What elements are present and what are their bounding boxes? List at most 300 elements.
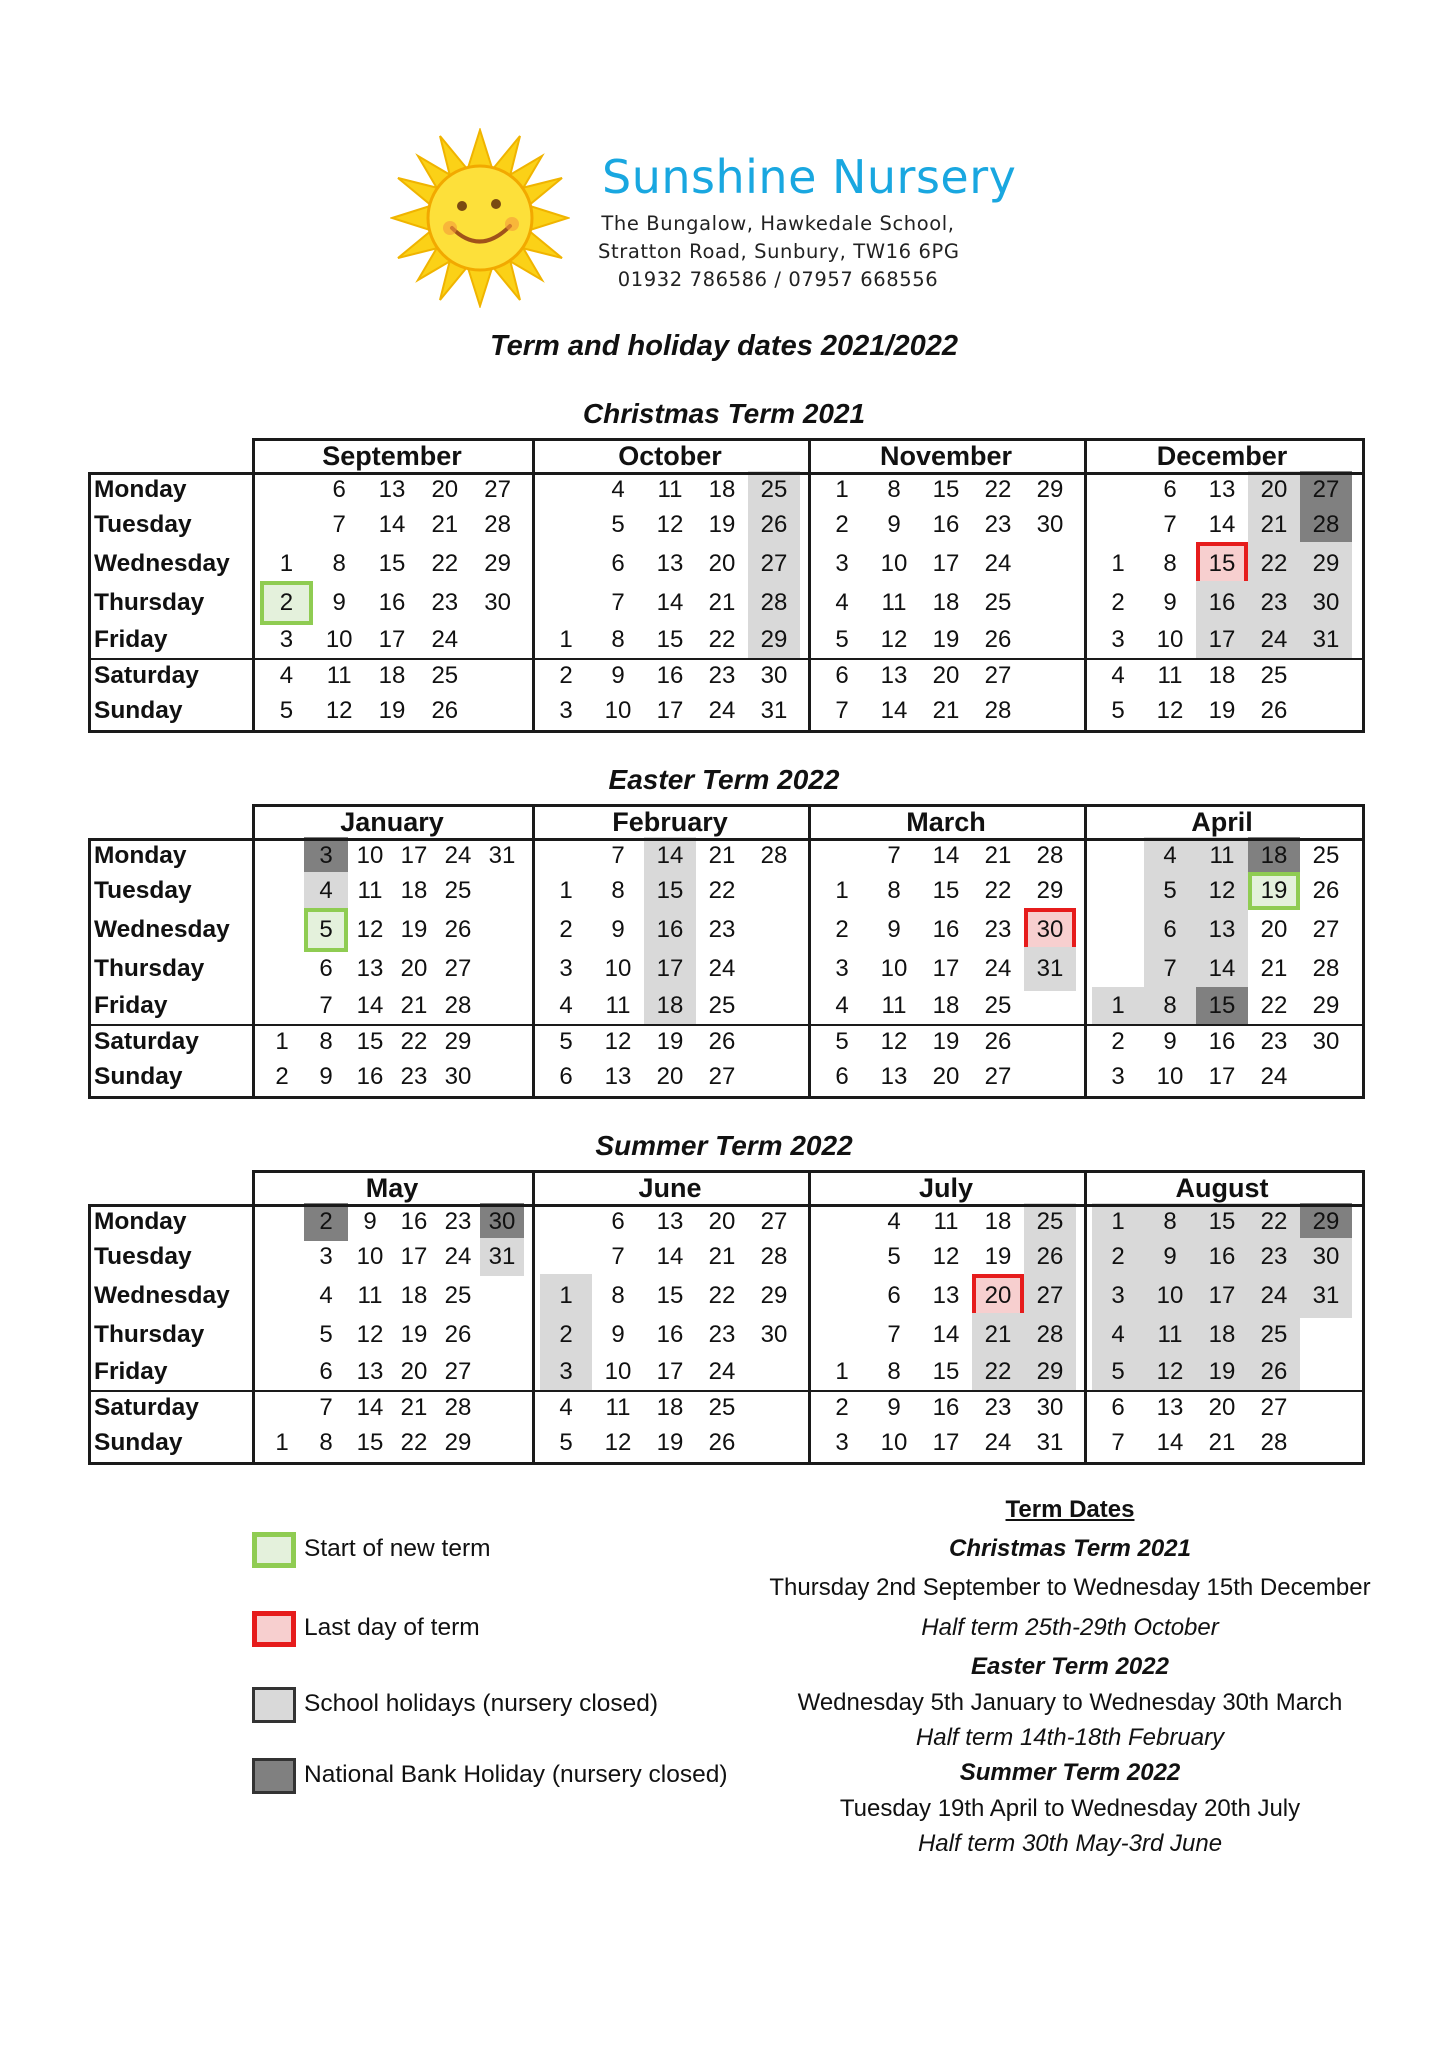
day-number: 30 bbox=[484, 589, 511, 616]
day-number: 24 bbox=[1260, 1063, 1288, 1090]
day-number: 27 bbox=[760, 550, 788, 577]
day-number: 3 bbox=[1111, 1282, 1125, 1309]
day-number: 13 bbox=[656, 550, 684, 577]
day-number: 3 bbox=[559, 1358, 573, 1385]
day-number: 11 bbox=[605, 992, 631, 1019]
weekday-label: Tuesday bbox=[94, 877, 192, 904]
day-number: 9 bbox=[1163, 589, 1177, 616]
day-number: 7 bbox=[319, 992, 333, 1019]
phone-numbers: 01932 786586 / 07957 668556 bbox=[617, 268, 939, 291]
day-number: 17 bbox=[656, 1358, 684, 1385]
day-number: 11 bbox=[326, 662, 352, 689]
day-number: 8 bbox=[611, 626, 625, 653]
day-number: 7 bbox=[332, 511, 346, 538]
day-number: 13 bbox=[880, 662, 908, 689]
day-number: 24 bbox=[431, 626, 459, 653]
day-number: 5 bbox=[611, 511, 625, 538]
day-number: 18 bbox=[656, 992, 684, 1019]
table-right-border bbox=[1362, 1170, 1365, 1465]
table-bottom-border bbox=[88, 1462, 1362, 1465]
day-number: 22 bbox=[400, 1028, 428, 1055]
day-number: 20 bbox=[932, 1063, 960, 1090]
day-number: 16 bbox=[356, 1063, 384, 1090]
day-number: 29 bbox=[1036, 877, 1064, 904]
day-number: 25 bbox=[708, 992, 736, 1019]
day-number: 10 bbox=[880, 550, 908, 577]
legend-label-start: Start of new term bbox=[304, 1535, 491, 1562]
day-number: 7 bbox=[611, 589, 625, 616]
day-number: 5 bbox=[887, 1243, 901, 1270]
day-number: 2 bbox=[559, 662, 573, 689]
day-number: 20 bbox=[400, 1358, 428, 1385]
day-number: 1 bbox=[835, 476, 849, 503]
weekday-label: Friday bbox=[94, 626, 168, 653]
weekday-label: Sunday bbox=[94, 1063, 183, 1090]
day-number: 16 bbox=[932, 916, 960, 943]
day-number: 3 bbox=[279, 626, 294, 653]
day-number: 10 bbox=[604, 955, 632, 982]
day-number: 22 bbox=[431, 550, 459, 577]
day-number: 7 bbox=[887, 842, 901, 869]
day-number: 9 bbox=[1163, 1243, 1177, 1270]
day-number: 26 bbox=[1312, 877, 1340, 904]
day-number: 3 bbox=[319, 842, 333, 869]
day-number: 24 bbox=[708, 955, 736, 982]
day-number: 18 bbox=[378, 662, 406, 689]
day-number: 1 bbox=[835, 1358, 849, 1385]
day-number: 17 bbox=[932, 955, 960, 982]
day-number: 17 bbox=[932, 1429, 960, 1456]
day-number: 21 bbox=[984, 1321, 1012, 1348]
weekday-label: Saturday bbox=[94, 1394, 199, 1421]
day-number: 16 bbox=[400, 1208, 428, 1235]
day-number: 27 bbox=[984, 1063, 1012, 1090]
day-number: 31 bbox=[488, 842, 516, 869]
day-number: 1 bbox=[1111, 550, 1125, 577]
day-number: 15 bbox=[378, 550, 406, 577]
month-divider bbox=[1084, 1170, 1087, 1465]
day-number: 25 bbox=[760, 476, 788, 503]
christmas-half-term: Half term 25th-29th October bbox=[921, 1614, 1219, 1641]
day-number: 23 bbox=[1260, 589, 1288, 616]
day-number: 20 bbox=[1260, 916, 1288, 943]
summer-term-title: Summer Term 2022 bbox=[959, 1759, 1181, 1786]
month-header: July bbox=[918, 1173, 974, 1203]
day-number: 28 bbox=[1036, 842, 1064, 869]
day-number: 4 bbox=[611, 476, 625, 503]
day-number: 24 bbox=[444, 842, 472, 869]
day-number: 19 bbox=[1260, 877, 1288, 904]
weekday-label: Thursday bbox=[94, 955, 205, 982]
day-number: 4 bbox=[319, 1282, 333, 1309]
day-number: 30 bbox=[1312, 1243, 1340, 1270]
day-number: 26 bbox=[1260, 697, 1288, 724]
day-number: 26 bbox=[444, 916, 472, 943]
day-number: 26 bbox=[984, 1028, 1012, 1055]
day-number: 10 bbox=[604, 1358, 632, 1385]
day-number: 8 bbox=[1163, 992, 1177, 1019]
summer-term-range: Tuesday 19th April to Wednesday 20th July bbox=[839, 1795, 1301, 1822]
table-left-border bbox=[88, 1204, 91, 1465]
weekday-label: Friday bbox=[94, 1358, 168, 1385]
day-number: 4 bbox=[1111, 1321, 1125, 1348]
legend-swatch-bank bbox=[252, 1758, 296, 1794]
day-number: 26 bbox=[444, 1321, 472, 1348]
day-number: 22 bbox=[1260, 992, 1288, 1019]
day-number: 10 bbox=[356, 1243, 384, 1270]
day-number: 18 bbox=[932, 589, 960, 616]
day-number: 10 bbox=[1156, 626, 1184, 653]
day-number: 10 bbox=[356, 842, 384, 869]
day-number: 9 bbox=[611, 1321, 625, 1348]
day-number: 19 bbox=[932, 1028, 960, 1055]
day-number: 2 bbox=[835, 916, 849, 943]
weekday-label: Thursday bbox=[94, 589, 205, 616]
document-title: Term and holiday dates 2021/2022 bbox=[490, 330, 958, 362]
day-number: 29 bbox=[760, 626, 788, 653]
day-number: 16 bbox=[656, 1321, 684, 1348]
day-number: 12 bbox=[356, 916, 384, 943]
day-number: 18 bbox=[1260, 842, 1288, 869]
day-number: 30 bbox=[488, 1208, 516, 1235]
day-number: 3 bbox=[559, 955, 573, 982]
day-number: 8 bbox=[319, 1028, 333, 1055]
day-number: 6 bbox=[611, 1208, 625, 1235]
month-divider bbox=[808, 804, 811, 1099]
day-number: 22 bbox=[984, 1358, 1012, 1385]
day-number: 29 bbox=[1036, 1358, 1064, 1385]
day-number: 17 bbox=[378, 626, 406, 653]
day-number: 20 bbox=[708, 1208, 736, 1235]
day-number: 11 bbox=[933, 1208, 959, 1235]
day-number: 15 bbox=[932, 1358, 960, 1385]
day-number: 19 bbox=[378, 697, 406, 724]
weekday-label: Wednesday bbox=[94, 550, 230, 577]
day-number: 2 bbox=[275, 1063, 289, 1090]
day-number: 11 bbox=[1157, 662, 1183, 689]
month-header: September bbox=[322, 441, 462, 471]
weekday-label: Saturday bbox=[94, 662, 199, 689]
day-number: 18 bbox=[400, 877, 428, 904]
day-number: 8 bbox=[887, 877, 901, 904]
term-title-summer: Summer Term 2022 bbox=[595, 1130, 853, 1161]
day-number: 1 bbox=[275, 1028, 289, 1055]
day-number: 30 bbox=[1036, 916, 1064, 943]
day-number: 16 bbox=[1208, 589, 1236, 616]
day-number: 1 bbox=[1111, 992, 1125, 1019]
day-number: 26 bbox=[1036, 1243, 1064, 1270]
day-number: 22 bbox=[984, 476, 1012, 503]
day-number: 16 bbox=[932, 1394, 960, 1421]
day-number: 15 bbox=[356, 1028, 384, 1055]
day-number: 31 bbox=[1036, 1429, 1064, 1456]
day-number: 19 bbox=[400, 916, 428, 943]
day-number: 10 bbox=[880, 955, 908, 982]
day-number: 12 bbox=[656, 511, 684, 538]
weekday-label: Tuesday bbox=[94, 511, 192, 538]
month-header: March bbox=[906, 807, 986, 837]
legend-swatch-holiday bbox=[252, 1687, 296, 1723]
day-number: 28 bbox=[760, 589, 788, 616]
day-number: 25 bbox=[444, 1282, 472, 1309]
day-number: 25 bbox=[984, 992, 1012, 1019]
day-number: 4 bbox=[887, 1208, 901, 1235]
day-number: 16 bbox=[1208, 1243, 1236, 1270]
day-number: 22 bbox=[708, 626, 736, 653]
day-number: 21 bbox=[708, 842, 736, 869]
day-number: 7 bbox=[887, 1321, 901, 1348]
day-number: 25 bbox=[984, 589, 1012, 616]
day-number: 8 bbox=[1163, 550, 1177, 577]
day-number: 6 bbox=[332, 476, 346, 503]
day-number: 24 bbox=[984, 550, 1012, 577]
month-header: February bbox=[612, 807, 728, 837]
day-number: 15 bbox=[656, 626, 684, 653]
day-number: 2 bbox=[1111, 1243, 1125, 1270]
month-divider bbox=[1084, 438, 1087, 733]
day-number: 13 bbox=[378, 476, 406, 503]
day-number: 29 bbox=[484, 550, 511, 577]
day-number: 29 bbox=[444, 1429, 472, 1456]
day-number: 3 bbox=[1111, 626, 1125, 653]
day-number: 13 bbox=[356, 955, 384, 982]
month-divider bbox=[532, 1170, 535, 1465]
weekday-label: Friday bbox=[94, 992, 168, 1019]
day-number: 16 bbox=[1208, 1028, 1236, 1055]
weekday-label: Wednesday bbox=[94, 1282, 230, 1309]
day-number: 7 bbox=[611, 1243, 625, 1270]
day-number: 11 bbox=[357, 877, 383, 904]
weekday-label: Saturday bbox=[94, 1028, 199, 1055]
day-number: 10 bbox=[604, 697, 632, 724]
day-number: 14 bbox=[656, 842, 684, 869]
day-number: 18 bbox=[708, 476, 736, 503]
month-divider bbox=[532, 804, 535, 1099]
table-right-border bbox=[1362, 804, 1365, 1099]
day-number: 1 bbox=[559, 1282, 573, 1309]
day-number: 10 bbox=[325, 626, 353, 653]
sun-logo-icon bbox=[390, 128, 570, 308]
day-number: 14 bbox=[1208, 511, 1236, 538]
day-number: 2 bbox=[279, 589, 294, 616]
day-number: 10 bbox=[880, 1429, 908, 1456]
day-number: 30 bbox=[1312, 589, 1340, 616]
day-number: 1 bbox=[279, 550, 294, 577]
day-number: 21 bbox=[984, 842, 1012, 869]
day-number: 1 bbox=[559, 626, 573, 653]
day-number: 27 bbox=[984, 662, 1012, 689]
address-line-1: The Bungalow, Hawkedale School, bbox=[601, 212, 955, 235]
day-number: 29 bbox=[1312, 550, 1340, 577]
day-number: 7 bbox=[1163, 511, 1177, 538]
day-number: 21 bbox=[708, 589, 736, 616]
day-number: 21 bbox=[1260, 511, 1288, 538]
day-number: 27 bbox=[444, 955, 472, 982]
day-number: 12 bbox=[604, 1429, 632, 1456]
day-number: 15 bbox=[1208, 992, 1236, 1019]
day-number: 18 bbox=[932, 992, 960, 1019]
day-number: 2 bbox=[559, 1321, 573, 1348]
day-number: 6 bbox=[559, 1063, 573, 1090]
day-number: 6 bbox=[319, 955, 333, 982]
day-number: 16 bbox=[378, 589, 406, 616]
day-number: 23 bbox=[708, 1321, 736, 1348]
day-number: 9 bbox=[319, 1063, 333, 1090]
day-number: 23 bbox=[708, 916, 736, 943]
day-number: 4 bbox=[1163, 842, 1177, 869]
day-number: 20 bbox=[984, 1282, 1012, 1309]
day-number: 27 bbox=[484, 476, 511, 503]
day-number: 23 bbox=[708, 662, 736, 689]
day-number: 15 bbox=[656, 877, 684, 904]
day-number: 5 bbox=[1163, 877, 1177, 904]
day-number: 26 bbox=[760, 511, 788, 538]
day-number: 14 bbox=[932, 842, 960, 869]
day-number: 29 bbox=[1312, 1208, 1340, 1235]
day-number: 3 bbox=[835, 1429, 849, 1456]
day-number: 23 bbox=[984, 511, 1012, 538]
day-number: 21 bbox=[400, 992, 428, 1019]
day-number: 29 bbox=[444, 1028, 472, 1055]
day-number: 20 bbox=[932, 662, 960, 689]
day-number: 5 bbox=[319, 1321, 333, 1348]
day-number: 13 bbox=[604, 1063, 632, 1090]
day-number: 6 bbox=[1163, 916, 1177, 943]
day-number: 7 bbox=[611, 842, 625, 869]
day-number: 4 bbox=[1111, 662, 1125, 689]
table-bottom-border bbox=[88, 730, 1362, 733]
table-left-border bbox=[88, 472, 91, 733]
day-number: 26 bbox=[1260, 1358, 1288, 1385]
day-number: 9 bbox=[611, 916, 625, 943]
month-divider bbox=[808, 1170, 811, 1465]
day-number: 31 bbox=[1312, 1282, 1340, 1309]
table-top-border bbox=[252, 438, 1362, 441]
day-number: 17 bbox=[656, 955, 684, 982]
weekday-label: Monday bbox=[94, 842, 187, 869]
day-number: 22 bbox=[1260, 1208, 1288, 1235]
day-number: 12 bbox=[880, 1028, 908, 1055]
day-number: 17 bbox=[1208, 1063, 1236, 1090]
day-number: 19 bbox=[656, 1429, 684, 1456]
day-number: 1 bbox=[275, 1429, 289, 1456]
day-number: 22 bbox=[400, 1429, 428, 1456]
day-number: 2 bbox=[835, 1394, 849, 1421]
day-number: 28 bbox=[760, 842, 788, 869]
day-number: 13 bbox=[880, 1063, 908, 1090]
day-number: 30 bbox=[1036, 1394, 1064, 1421]
day-number: 15 bbox=[656, 1282, 684, 1309]
day-number: 2 bbox=[1111, 1028, 1125, 1055]
day-number: 22 bbox=[1260, 550, 1288, 577]
weekend-divider bbox=[88, 1390, 1362, 1392]
day-number: 11 bbox=[881, 992, 907, 1019]
day-number: 31 bbox=[1036, 955, 1064, 982]
day-number: 27 bbox=[760, 1208, 788, 1235]
day-number: 17 bbox=[932, 550, 960, 577]
christmas-term-title: Christmas Term 2021 bbox=[949, 1535, 1191, 1562]
day-number: 28 bbox=[444, 992, 472, 1019]
month-header: June bbox=[638, 1173, 702, 1203]
day-number: 5 bbox=[835, 1028, 849, 1055]
day-number: 11 bbox=[1157, 1321, 1183, 1348]
day-number: 7 bbox=[1111, 1429, 1125, 1456]
day-number: 15 bbox=[1208, 550, 1236, 577]
day-number: 25 bbox=[1260, 662, 1288, 689]
day-number: 13 bbox=[932, 1282, 960, 1309]
weekday-label: Sunday bbox=[94, 697, 183, 724]
day-number: 19 bbox=[656, 1028, 684, 1055]
day-number: 5 bbox=[319, 916, 333, 943]
month-divider bbox=[252, 804, 255, 1099]
easter-term-title: Easter Term 2022 bbox=[971, 1653, 1169, 1680]
day-number: 9 bbox=[887, 916, 901, 943]
day-number: 5 bbox=[279, 697, 294, 724]
day-number: 11 bbox=[1209, 842, 1235, 869]
day-number: 28 bbox=[1260, 1429, 1288, 1456]
day-number: 16 bbox=[932, 511, 960, 538]
month-header: December bbox=[1156, 441, 1288, 471]
easter-half-term: Half term 14th-18th February bbox=[915, 1724, 1225, 1751]
month-header: August bbox=[1175, 1173, 1269, 1203]
day-number: 31 bbox=[1312, 626, 1340, 653]
nursery-name: Sunshine Nursery bbox=[602, 150, 1017, 204]
legend-label-bank: National Bank Holiday (nursery closed) bbox=[304, 1761, 728, 1788]
table-top-border bbox=[252, 804, 1362, 807]
day-number: 27 bbox=[1260, 1394, 1288, 1421]
day-number: 23 bbox=[1260, 1028, 1288, 1055]
day-number: 14 bbox=[356, 1394, 384, 1421]
day-number: 29 bbox=[1036, 476, 1064, 503]
day-number: 30 bbox=[1312, 1028, 1340, 1055]
day-number: 8 bbox=[611, 1282, 625, 1309]
day-number: 9 bbox=[1163, 1028, 1177, 1055]
day-number: 6 bbox=[1163, 476, 1177, 503]
day-number: 11 bbox=[881, 589, 907, 616]
day-number: 17 bbox=[400, 842, 428, 869]
day-number: 28 bbox=[1312, 511, 1340, 538]
day-number: 23 bbox=[984, 1394, 1012, 1421]
day-number: 27 bbox=[1312, 476, 1340, 503]
day-number: 9 bbox=[332, 589, 346, 616]
day-number: 26 bbox=[984, 626, 1012, 653]
day-number: 4 bbox=[319, 877, 333, 904]
month-header: November bbox=[879, 441, 1013, 471]
day-number: 14 bbox=[656, 589, 684, 616]
day-number: 12 bbox=[1156, 697, 1184, 724]
day-number: 8 bbox=[887, 1358, 901, 1385]
day-number: 25 bbox=[1312, 842, 1340, 869]
day-number: 9 bbox=[611, 662, 625, 689]
day-number: 18 bbox=[656, 1394, 684, 1421]
day-number: 20 bbox=[400, 955, 428, 982]
day-number: 4 bbox=[835, 589, 849, 616]
day-number: 2 bbox=[319, 1208, 333, 1235]
day-number: 21 bbox=[1208, 1429, 1236, 1456]
day-number: 7 bbox=[319, 1394, 333, 1421]
table-left-border bbox=[88, 838, 91, 1099]
day-number: 21 bbox=[431, 511, 459, 538]
day-number: 23 bbox=[431, 589, 459, 616]
day-number: 3 bbox=[835, 955, 849, 982]
day-number: 12 bbox=[1156, 1358, 1184, 1385]
day-number: 17 bbox=[1208, 626, 1236, 653]
day-number: 22 bbox=[708, 877, 736, 904]
day-number: 15 bbox=[1208, 1208, 1236, 1235]
day-number: 19 bbox=[708, 511, 736, 538]
day-number: 28 bbox=[760, 1243, 788, 1270]
day-number: 11 bbox=[657, 476, 683, 503]
